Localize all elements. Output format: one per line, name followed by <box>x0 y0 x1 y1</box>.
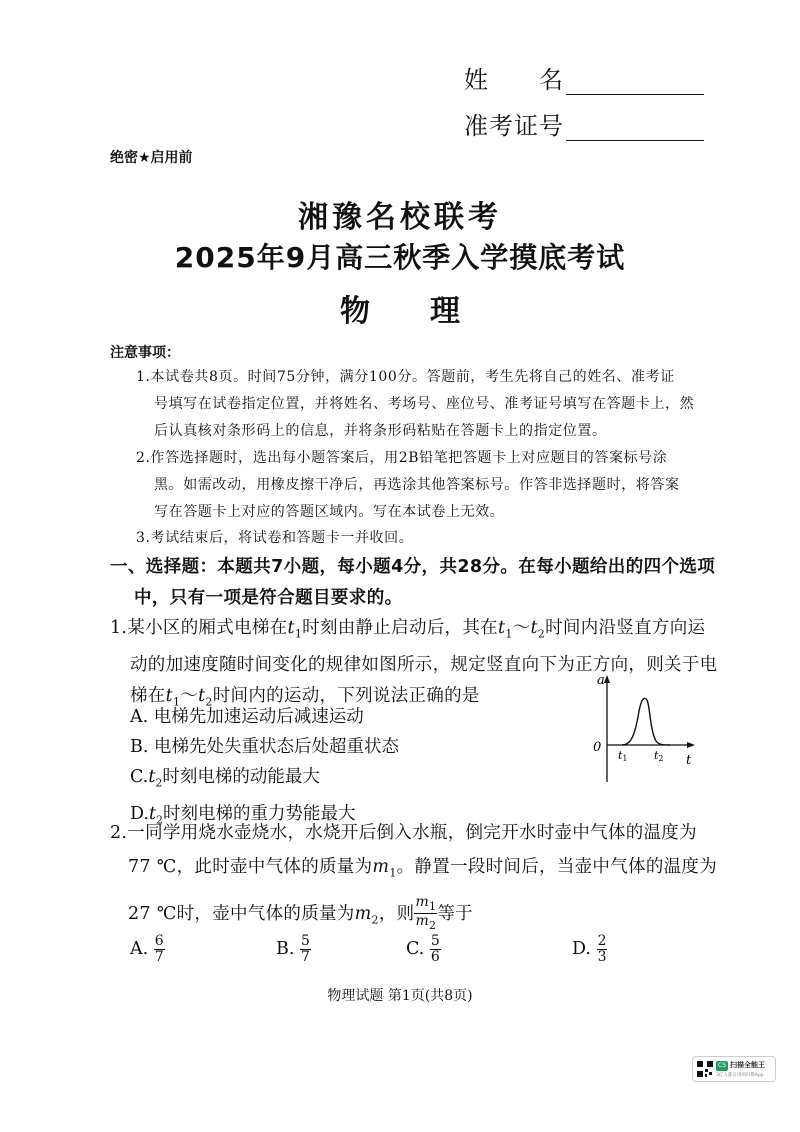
graph-x-label: t <box>686 753 692 768</box>
q1-options <box>130 702 399 835</box>
graph-t1-label: t1 <box>618 749 628 763</box>
q2-option-d: D. $\frac{2}{3}$ <box>572 933 607 965</box>
qr-code-icon <box>696 1060 714 1078</box>
exam-id-field <box>464 106 704 141</box>
q2-option-b: B. $\frac{5}{7}$ <box>276 933 310 965</box>
acceleration-time-graph <box>590 672 700 790</box>
page-footer: 物理试题 第1页(共8页) <box>327 988 473 1004</box>
graph-t2-label: t2 <box>654 749 664 763</box>
y-axis-arrow <box>604 675 610 683</box>
notice-item-3: 3.考试结束后，将试卷和答题卡一并收回。 <box>136 530 414 546</box>
secret-mark: 绝密★启用前 <box>110 150 193 166</box>
mass-ratio-fraction: $\frac{m_1}{m_2}$ <box>415 893 437 933</box>
notice-item-2: 2.作答选择题时，选出每小题答案后，用2B铅笔把答题卡上对应题目的答案标号涂 黑。如需改动，用橡皮擦干净后，再选涂其他答案标号。作答非选择题时，将答案 写在答题卡上对应的答题区域内。写在本试卷上无效。 <box>136 450 680 520</box>
name-field <box>464 60 704 95</box>
subject-title: 物 理 <box>340 294 460 329</box>
acceleration-curve <box>622 698 670 745</box>
q1-line2: 动的加速度随时间变化的规律如图所示，规定竖直向下为正方向，则关于电 <box>130 654 718 675</box>
q1-line3: 梯在$t_1\sim t_2$时间内的运动，下列说法正确的是 <box>130 685 480 708</box>
q1-option-b: B. 电梯先处失重状态后处超重状态 <box>130 737 399 757</box>
notice-item-1: 1.本试卷共8页。时间75分钟，满分100分。答题前，考生先将自己的姓名、准考证 号填写在试卷指定位置，并将姓名、考场号、座位号、准考证号填写在答题卡上，然 后认真核对条形码上的信息，并将条形码粘贴在答题卡上的指定位置。 <box>136 369 695 439</box>
q1-line1: 1.某小区的厢式电梯在$t_1$时刻由静止启动后，其在$t_1\sim t_2$时间内沿竖直方向运 <box>110 618 706 641</box>
graph-origin-label: 0 <box>593 740 602 755</box>
exam-id-label: 准考证号 <box>464 112 564 140</box>
x-axis-arrow <box>687 742 695 748</box>
section-heading: 一、选择题：本题共7小题，每小题4分，共28分。在每小题给出的四个选项 中，只有一项是符合题目要求的。 <box>110 557 716 608</box>
q2-line2: 77 ℃，此时壶中气体的质量为$m_1$。静置一段时间后，当壶中气体的温度为 <box>128 857 718 880</box>
exam-id-blank <box>566 116 704 141</box>
scanner-tagline: 3亿人都在用的扫描App <box>716 1073 764 1078</box>
scanner-logo: CS <box>718 1062 726 1069</box>
q1-option-a: A. 电梯先加速运动后减速运动 <box>130 707 364 727</box>
name-label: 姓 名 <box>464 66 564 94</box>
q2-line1: 2.一同学用烧水壶烧水，水烧开后倒入水瓶，倒完开水时壶中气体的温度为 <box>110 823 697 843</box>
q1-option-c: $C.t_2$时刻电梯的动能最大 <box>130 767 320 790</box>
question-2 <box>110 818 717 935</box>
q1-option-d: $D.t_2$时刻电梯的重力势能最大 <box>130 803 356 826</box>
graph-y-label: a <box>597 673 605 688</box>
scanner-watermark <box>692 1056 776 1082</box>
exam-title-line1: 湘豫名校联考 <box>298 200 502 235</box>
scanner-name: 扫描全能王 <box>730 1061 765 1069</box>
exam-title-line2: 2025年9月高三秋季入学摸底考试 <box>174 241 626 274</box>
notice-heading: 注意事项： <box>110 345 180 361</box>
q2-line3: 27 ℃时，壶中气体的质量为$m_2$，则 $\frac{m_1}{m_2}$ 等于 <box>128 893 473 933</box>
q2-option-c: C. $\frac{5}{6}$ <box>406 933 440 965</box>
q2-option-a: A. $\frac{6}{7}$ <box>130 933 164 965</box>
name-blank <box>566 70 704 95</box>
